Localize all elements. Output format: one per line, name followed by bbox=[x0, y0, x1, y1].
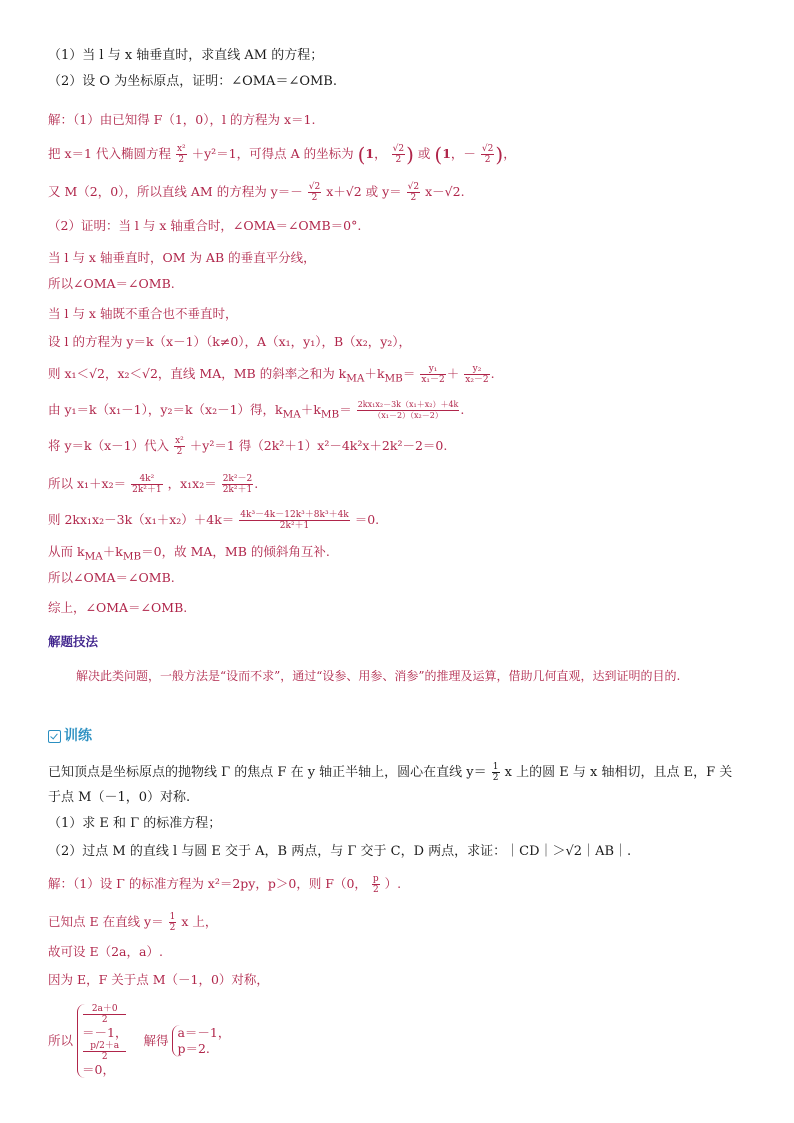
proof-numerator-zero: 则 2kx₁x₂－3k（x₁＋x₂）＋4k＝ $\frac{\text{4k³－4k－12k³＋8k³＋4k}}{\text{2k²＋1}}$ ＝0. bbox=[48, 510, 380, 531]
training-question-2: （2）过点 M 的直线 l 与圆 E 交于 A，B 两点，与 Γ 交于 C，D 两点，求证：｜CD｜＞√2｜AB｜. bbox=[48, 844, 632, 859]
proof-setup: 设 l 的方程为 y＝k（x－1）（k≠0），A（x₁，y₁），B（x₂，y₂）， bbox=[48, 334, 412, 349]
proof-coincide: （2）证明：当 l 与 x 轴重合时，∠OMA＝∠OMB＝0°. bbox=[48, 218, 362, 233]
proof-summary: 综上，∠OMA＝∠OMB. bbox=[48, 600, 188, 615]
question-1: （1）当 l 与 x 轴垂直时，求直线 AM 的方程； bbox=[48, 48, 324, 63]
proof-conclusion-b: 所以∠OMA＝∠OMB. bbox=[48, 570, 175, 585]
tips-heading: 解题技法 bbox=[48, 634, 99, 649]
tips-text: 解决此类问题，一般方法是“设而不求”，通过“设参、用参、消参”的推理及运算，借助几何直观，达到证明的目的. bbox=[76, 669, 681, 683]
proof-general-case: 当 l 与 x 轴既不重合也不垂直时， bbox=[48, 306, 238, 321]
equation-system: 2a＋0 2 ＝－1， p/2＋a 2 ＝0， bbox=[77, 1004, 127, 1078]
training-solution-3: 故可设 E（2a，a）. bbox=[48, 944, 163, 959]
question-2: （2）设 O 为坐标原点，证明：∠OMA＝∠OMB. bbox=[48, 74, 337, 89]
proof-slope-expression: 由 y₁＝k（x₁－1），y₂＝k（x₂－1）得，$k_{MA}+k_{MB}=$ $\frac{\text{2kx₁x₂－3k（x₁＋x₂）＋4k}}{\text{（x₁－2）（x₂－2）}}$ . bbox=[48, 400, 465, 421]
training-problem-line-2: 于点 M（－1，0）对称. bbox=[48, 790, 191, 805]
solution-1-substitute: 把 x＝1 代入椭圆方程 $\frac{\text{x²}}{2}$ ＋y²＝1，可得点 A 的坐标为 (1， $\frac{√2}{2}$ ) 或 (1，－ $\frac{√2}{2}$ )， bbox=[48, 142, 516, 167]
training-solution-4: 因为 E，F 关于点 M（－1，0）对称， bbox=[48, 972, 269, 987]
proof-perpendicular: 当 l 与 x 轴垂直时，OM 为 AB 的垂直平分线， bbox=[48, 250, 316, 265]
training-solution-1: 解：（1）设 Γ 的标准方程为 x²＝2py，p＞0，则 F（0， $\frac{p}{2}$ ）. bbox=[48, 874, 402, 895]
training-solution-2: 已知点 E 在直线 y＝ $\frac{1}{2}$ x 上， bbox=[48, 912, 218, 933]
check-box-icon bbox=[48, 730, 61, 743]
training-problem-line-1: 已知顶点是坐标原点的抛物线 Γ 的焦点 F 在 y 轴正半轴上，圆心在直线 y＝ $\frac{1}{2}$ x 上的圆 E 与 x 轴相切，且点 E，F 关 bbox=[48, 762, 733, 783]
proof-vieta: 所以 x₁＋x₂＝ $\frac{\text{4k²}}{\text{2k²＋1}}$ ，x₁x₂＝ $\frac{\text{2k²－2}}{\text{2k²＋1}}$ . bbox=[48, 474, 259, 495]
proof-conclusion-a: 所以∠OMA＝∠OMB. bbox=[48, 276, 175, 291]
proof-substitute-ellipse: 将 y＝k（x－1）代入 $\frac{\text{x²}}{2}$ ＋y²＝1 得（2k²＋1）x²－4k²x＋2k²－2＝0. bbox=[48, 436, 448, 457]
training-solution-system: 所以 2a＋0 2 ＝－1， p/2＋a 2 ＝0， 解得 a＝－1， p＝2. bbox=[48, 1004, 231, 1077]
training-question-1: （1）求 E 和 Γ 的标准方程； bbox=[48, 816, 222, 831]
proof-slope-sum: 则 x₁＜√2，x₂＜√2，直线 MA，MB 的斜率之和为 $k_{MA}+k_{MB}=$ $\frac{\text{y₁}}{\text{x₁－2}}$ ＋ $\frac{\text{y₂}}{\text{x₂－2}}$ . bbox=[48, 364, 495, 385]
solution-system: a＝－1， p＝2. bbox=[172, 1025, 230, 1057]
proof-slopes-zero: 从而 $k_{MA}+k_{MB}=0$，故 MA，MB 的倾斜角互补. bbox=[48, 544, 330, 563]
solution-1-intro: 解：（1）由已知得 F（1，0），l 的方程为 x＝1. bbox=[48, 112, 316, 127]
solution-1-line-am: 又 M（2，0），所以直线 AM 的方程为 y＝－ $\frac{√2}{2}$ x＋√2 或 y＝ $\frac{√2}{2}$ x－√2. bbox=[48, 182, 465, 203]
training-heading: 训练 bbox=[48, 726, 92, 746]
